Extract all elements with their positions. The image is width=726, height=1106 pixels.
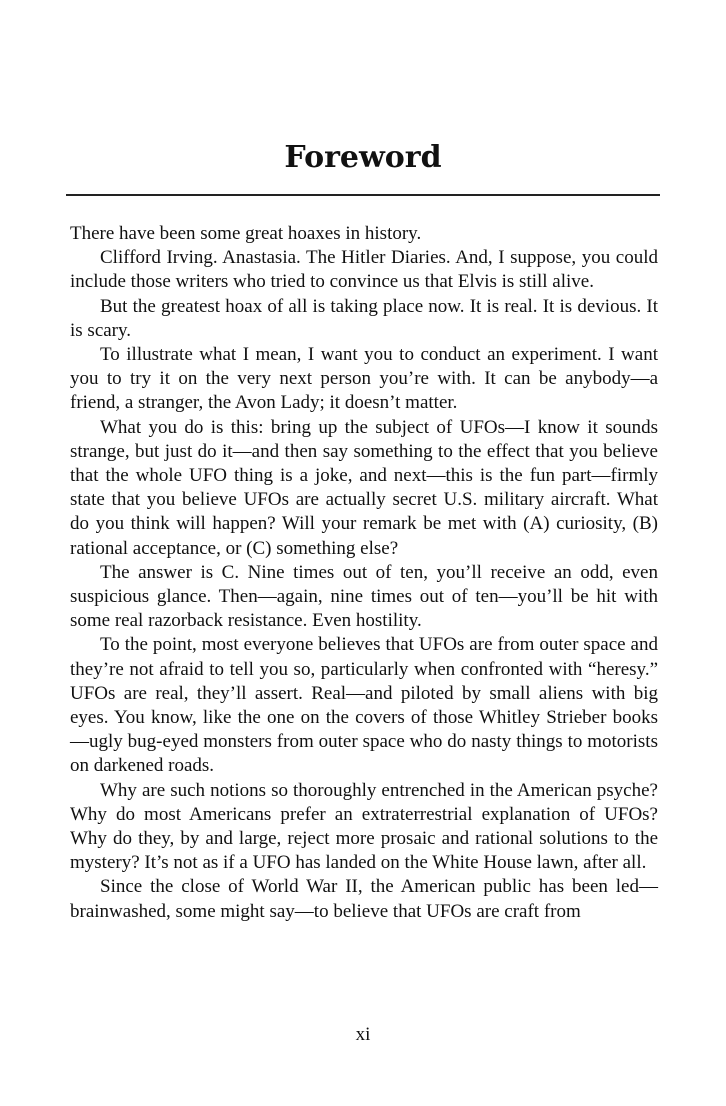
- paragraph-2: Clifford Irving. Anastasia. The Hitler Diaries. And, I suppose, you could include those writers who tried to convince us that Elvis is still alive.: [70, 247, 658, 293]
- title-rule: [66, 194, 660, 196]
- paragraph-9: Since the close of World War II, the American public has been led—brainwashed, some might say—to believe that UFOs are craft from: [70, 876, 658, 922]
- paragraph-7: To the point, most everyone believes that UFOs are from outer space and they’re not afraid to tell you so, particularly when confronted with “heresy.” UFOs are real, they’ll assert. Real—and piloted by small aliens with big eyes. You know, like the one on the covers of those Whitley Strieber books—ugly bug-eyed monsters from outer space who do nasty things to motorists on darkened roads.: [70, 634, 658, 777]
- paragraph-4: To illustrate what I mean, I want you to conduct an experiment. I want you to try it on the very next person you’re with. It can be anybody—a friend, a stranger, the Avon Lady; it doesn’t matter.: [70, 344, 658, 414]
- paragraph-6: The answer is C. Nine times out of ten, you’ll receive an odd, even suspicious glance. Then—again, nine times out of ten—you’ll be hit with some real razorback resistance. Even hostility.: [70, 561, 658, 632]
- page-number: xi: [355, 1024, 371, 1045]
- paragraph-5: What you do is this: bring up the subject of UFOs—I know it sounds strange, but just do it—and then say something to the effect that you believe that the whole UFO thing is a joke, and next—this is the fun part—firmly state that you believe UFOs are actually secret U.S. military aircraft. What do you think will happen? Will your remark be met with (A) curiosity, (B) rational acceptance, or (C) something else?: [70, 416, 658, 559]
- paragraph-3: But the greatest hoax of all is taking place now. It is real. It is devious. It is scary.: [70, 295, 658, 341]
- body-text: [70, 222, 658, 924]
- chapter-title: Foreword: [284, 140, 442, 175]
- paragraph-1: There have been some great hoaxes in history.: [70, 223, 422, 244]
- paragraph-8: Why are such notions so thoroughly entrenched in the American psyche? Why do most Americans prefer an extraterrestrial explanation of UFOs? Why do they, by and large, reject more prosaic and rational solutions to the mystery? It’s not as if a UFO has landed on the White House lawn, after all.: [70, 779, 658, 874]
